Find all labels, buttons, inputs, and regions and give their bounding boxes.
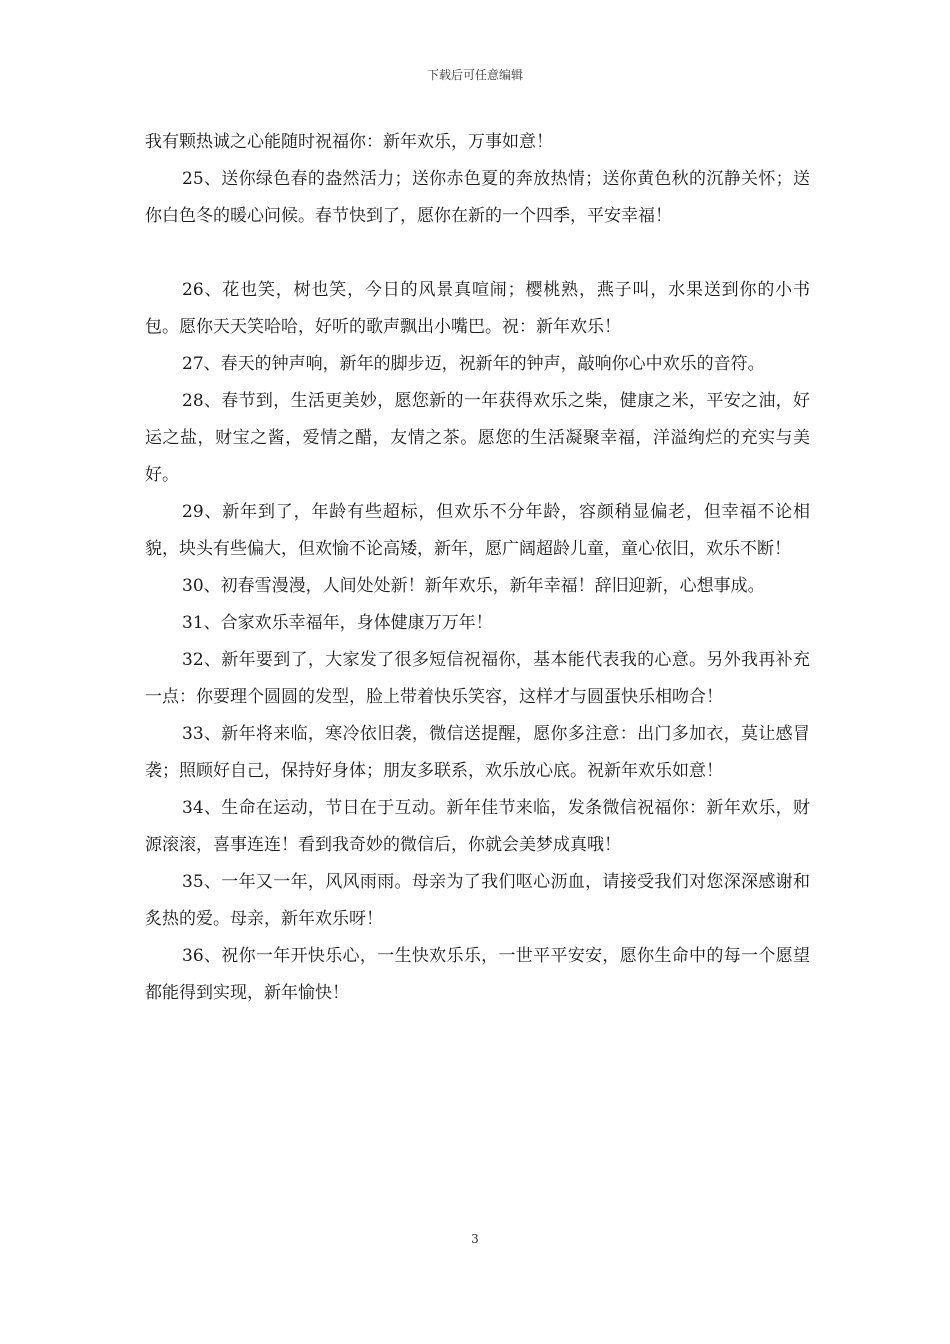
paragraph: 31、合家欢乐幸福年，身体健康万万年！: [182, 613, 493, 633]
paragraph: 35、一年又一年，风风雨雨。母亲为了我们呕心沥血，请接受我们对您深深感谢和炙热的爱。母亲，新年欢乐呀！: [145, 872, 810, 929]
paragraph: 26、花也笑，树也笑，今日的风景真喧闹；樱桃熟，燕子叫，水果送到你的小书包。愿你天天笑哈哈，好听的歌声飘出小嘴巴。祝：新年欢乐！: [145, 280, 810, 337]
page-number: 3: [471, 1232, 479, 1246]
paragraph: 34、生命在运动，节日在于互动。新年佳节来临，发条微信祝福你：新年欢乐，财源滚滚，喜事连连！看到我奇妙的微信后，你就会美梦成真哦！: [145, 798, 810, 855]
paragraph: 33、新年将来临，寒冷依旧袭，微信送提醒，愿你多注意：出门多加衣，莫让感冒袭；照顾好自己，保持好身体；朋友多联系，欢乐放心底。祝新年欢乐如意！: [145, 724, 810, 781]
page-header: 下载后可任意编辑: [426, 68, 523, 82]
document-body: [145, 124, 810, 1012]
paragraph: 30、初春雪漫漫，人间处处新！新年欢乐，新年幸福！辞旧迎新，心想事成。: [182, 576, 765, 596]
paragraph: 28、春节到，生活更美妙，愿您新的一年获得欢乐之柴，健康之米，平安之油，好运之盐，财宝之酱，爱情之醋，友情之茶。愿您的生活凝聚幸福，洋溢绚烂的充实与美好。: [145, 391, 810, 485]
paragraph: 我有颗热诚之心能随时祝福你：新年欢乐，万事如意！: [145, 132, 553, 152]
paragraph: 27、春天的钟声响，新年的脚步迈，祝新年的钟声，敲响你心中欢乐的音符。: [182, 354, 765, 374]
paragraph: 29、新年到了，年龄有些超标，但欢乐不分年龄，容颜稍显偏老，但幸福不论相貌，块头有些偏大，但欢愉不论高矮，新年，愿广阔超龄儿童，童心依旧，欢乐不断！: [145, 502, 810, 559]
paragraph: 32、新年要到了，大家发了很多短信祝福你，基本能代表我的心意。另外我再补充一点：你要理个圆圆的发型，脸上带着快乐笑容，这样才与圆蛋快乐相吻合！: [145, 650, 810, 707]
paragraph: 25、送你绿色春的盎然活力；送你赤色夏的奔放热情；送你黄色秋的沉静关怀；送你白色冬的暖心问候。春节快到了，愿你在新的一个四季，平安幸福！: [145, 169, 810, 226]
paragraph: 36、祝你一年开快乐心，一生快欢乐乐，一世平平安安，愿你生命中的每一个愿望都能得到实现，新年愉快！: [145, 946, 810, 1003]
